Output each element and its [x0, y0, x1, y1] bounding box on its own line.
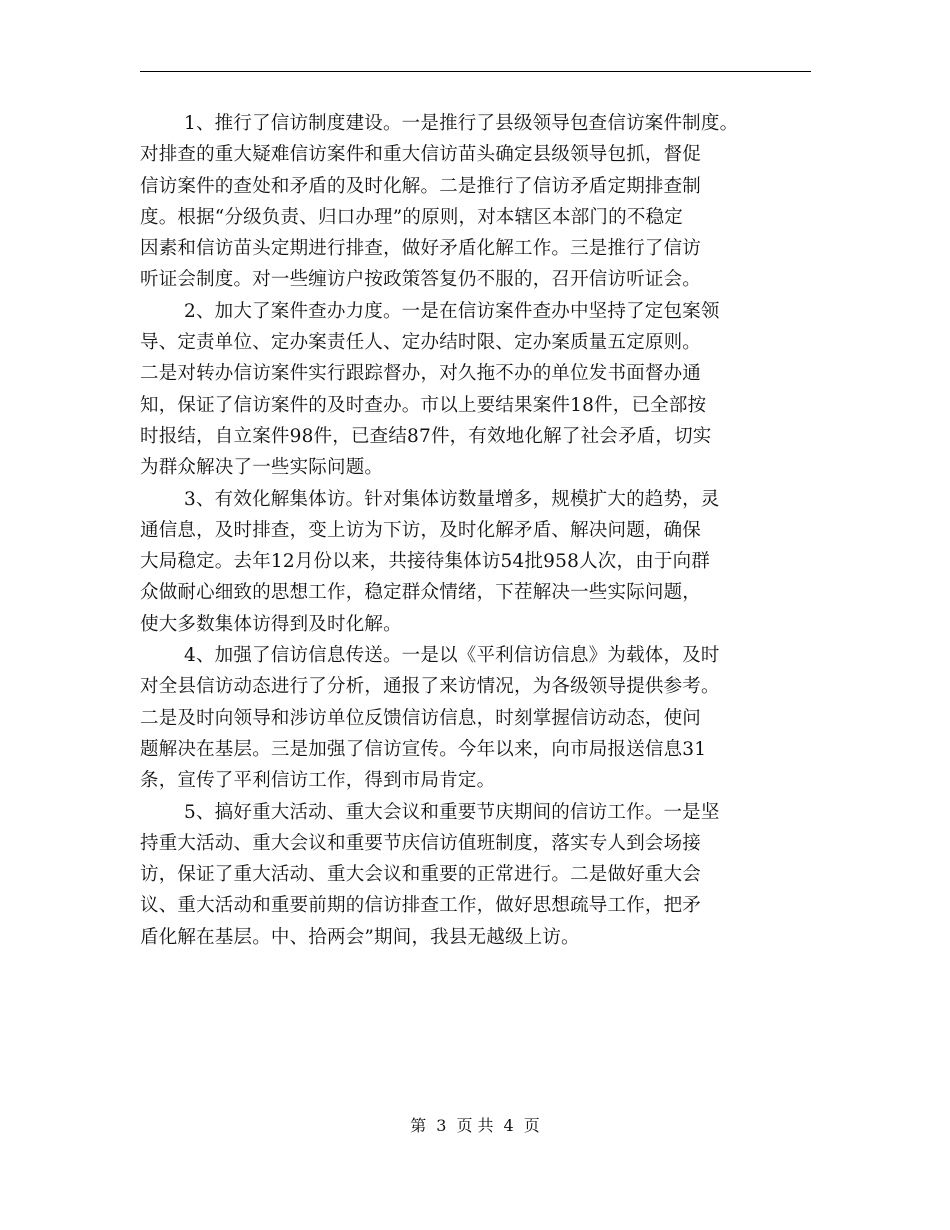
- paragraph-3-line-4: 众做耐心细致的思想工作，稳定群众情绪，下茬解决一些实际问题，: [140, 582, 702, 604]
- paragraph-2-line-5: 时报结，自立案件98件，已查结87件，有效地化解了社会矛盾，切实: [140, 425, 712, 447]
- paragraph-4-line-5: 条，宣传了平利信访工作，得到市局肯定。: [140, 770, 496, 792]
- paragraph-2-line-2: 导、定责单位、定办案责任人、定办结时限、定办案质量五定原则。: [140, 332, 702, 354]
- page-footer: [0, 1115, 950, 1137]
- paragraph-4-line-4: 题解决在基层。三是加强了信访宣传。今年以来，向市局报送信息31: [140, 738, 707, 760]
- page-label-suffix: 页: [523, 1116, 540, 1135]
- paragraph-3-line-3: 大局稳定。去年12月份以来，共接待集体访54批958人次，由于向群: [140, 551, 710, 573]
- paragraph-2-line-1: 2、加大了案件查办力度。一是在信访案件查办中坚持了定包案领: [184, 300, 720, 322]
- paragraph-1-line-6: 听证会制度。对一些缠访户按政策答复仍不服的，召开信访听证会。: [140, 269, 702, 291]
- paragraph-2-line-6: 为群众解决了一些实际问题。: [140, 457, 384, 479]
- paragraph-5-line-5: 盾化解在基层。中、拾两会”期间，我县无越级上访。: [140, 926, 580, 948]
- paragraph-5-line-1: 5、搞好重大活动、重大会议和重要节庆期间的信访工作。一是坚: [184, 801, 720, 823]
- paragraph-1-line-4: 度。根据“分级负责、归口办理”的原则，对本辖区本部门的不稳定: [140, 206, 683, 228]
- paragraph-3-line-5: 使大多数集体访得到及时化解。: [140, 613, 402, 635]
- paragraph-4-line-1: 4、加强了信访信息传送。一是以《平利信访信息》为载体，及时: [184, 645, 720, 667]
- paragraph-5-line-2: 持重大活动、重大会议和重要节庆信访值班制度，落实专人到会场接: [140, 832, 702, 854]
- paragraph-4-line-3: 二是及时向领导和涉访单位反馈信访信息，时刻掌握信访动态，使问: [140, 707, 702, 729]
- paragraph-5-line-3: 访，保证了重大活动、重大会议和重要的正常进行。二是做好重大会: [140, 864, 702, 886]
- paragraph-1-line-3: 信访案件的查处和矛盾的及时化解。二是推行了信访矛盾定期排查制: [140, 175, 702, 197]
- paragraph-1-line-5: 因素和信访苗头定期进行排查，做好矛盾化解工作。三是推行了信访: [140, 238, 702, 260]
- paragraph-2-line-3: 二是对转办信访案件实行跟踪督办，对久拖不办的单位发书面督办通: [140, 363, 702, 385]
- paragraph-5-line-4: 议、重大活动和重要前期的信访排查工作，做好思想疏导工作，把矛: [140, 895, 702, 917]
- current-page-number: 3: [436, 1116, 447, 1135]
- paragraph-4-line-2: 对全县信访动态进行了分析，通报了来访情况，为各级领导提供参考。: [140, 676, 720, 698]
- paragraph-1-line-2: 对排查的重大疑难信访案件和重大信访苗头确定县级领导包抓，督促: [140, 144, 702, 166]
- document-body: [140, 108, 820, 953]
- total-pages-number: 4: [503, 1116, 514, 1135]
- paragraph-1-line-1: 1、推行了信访制度建设。一是推行了县级领导包查信访案件制度。: [184, 113, 739, 134]
- paragraph-3-line-1: 3、有效化解集体访。针对集体访数量增多，规模扩大的趋势，灵: [184, 488, 720, 510]
- paragraph-3-line-2: 通信息，及时排查，变上访为下访，及时化解矛盾、解决问题，确保: [140, 519, 702, 541]
- header-rule: [140, 71, 811, 72]
- page-label-prefix: 第: [410, 1116, 427, 1135]
- paragraph-2-line-4: 知，保证了信访案件的及时查办。市以上要结果案件18件，已全部按: [140, 394, 707, 416]
- page-label-middle: 页 共: [456, 1116, 494, 1135]
